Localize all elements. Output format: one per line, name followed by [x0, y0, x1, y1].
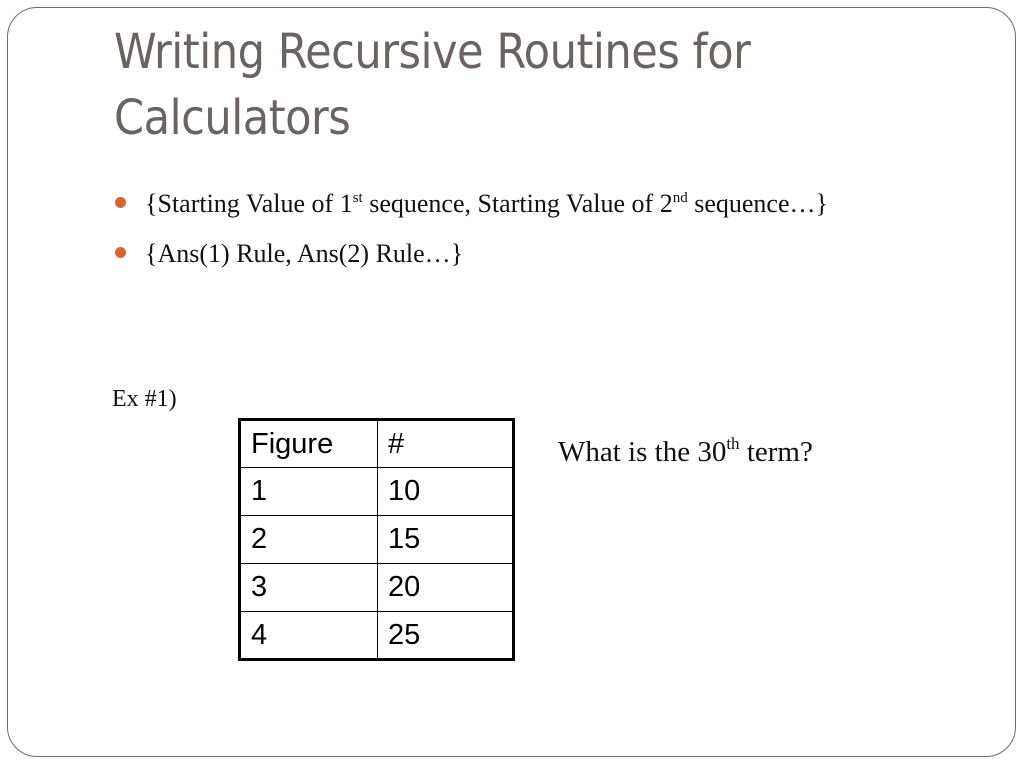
superscript-st: st: [352, 190, 363, 206]
value-cell: 25: [378, 612, 514, 660]
value-cell: 15: [378, 516, 514, 564]
header-figure: Figure: [240, 420, 378, 468]
title-line-2: Calculators: [114, 89, 351, 146]
bullet-text-part: sequence, Starting Value of 2: [362, 189, 673, 218]
table-row: [240, 612, 514, 660]
header-number: #: [378, 420, 514, 468]
bullet-list: [114, 186, 828, 286]
title-line-1: Writing Recursive Routines for: [114, 24, 751, 80]
table-header-row: [240, 420, 514, 468]
slide-title: [114, 20, 934, 152]
bullet-text-part: sequence…}: [687, 189, 828, 218]
figure-cell: 2: [240, 516, 378, 564]
table-row: [240, 564, 514, 612]
figure-cell: 3: [240, 564, 378, 612]
question-part: What is the 30: [558, 436, 727, 468]
superscript-nd: nd: [672, 190, 688, 206]
bullet-item-rules: [114, 236, 828, 286]
question-text: [558, 436, 813, 469]
bullet-text: {Ans(1) Rule, Ans(2) Rule…}: [145, 239, 464, 268]
value-cell: 20: [378, 564, 514, 612]
bullet-dot-icon: [115, 197, 126, 208]
example-label: Ex #1): [112, 386, 177, 412]
bullet-text-part: {Starting Value of 1: [145, 189, 353, 218]
bullet-item-starting-values: [114, 186, 828, 236]
table-row: [240, 468, 514, 516]
superscript-th: th: [726, 434, 740, 453]
figure-cell: 1: [240, 468, 378, 516]
figure-cell: 4: [240, 612, 378, 660]
value-cell: 10: [378, 468, 514, 516]
question-part: term?: [739, 436, 813, 468]
sequence-table: [238, 418, 515, 661]
bullet-dot-icon: [115, 247, 126, 258]
table-row: [240, 516, 514, 564]
